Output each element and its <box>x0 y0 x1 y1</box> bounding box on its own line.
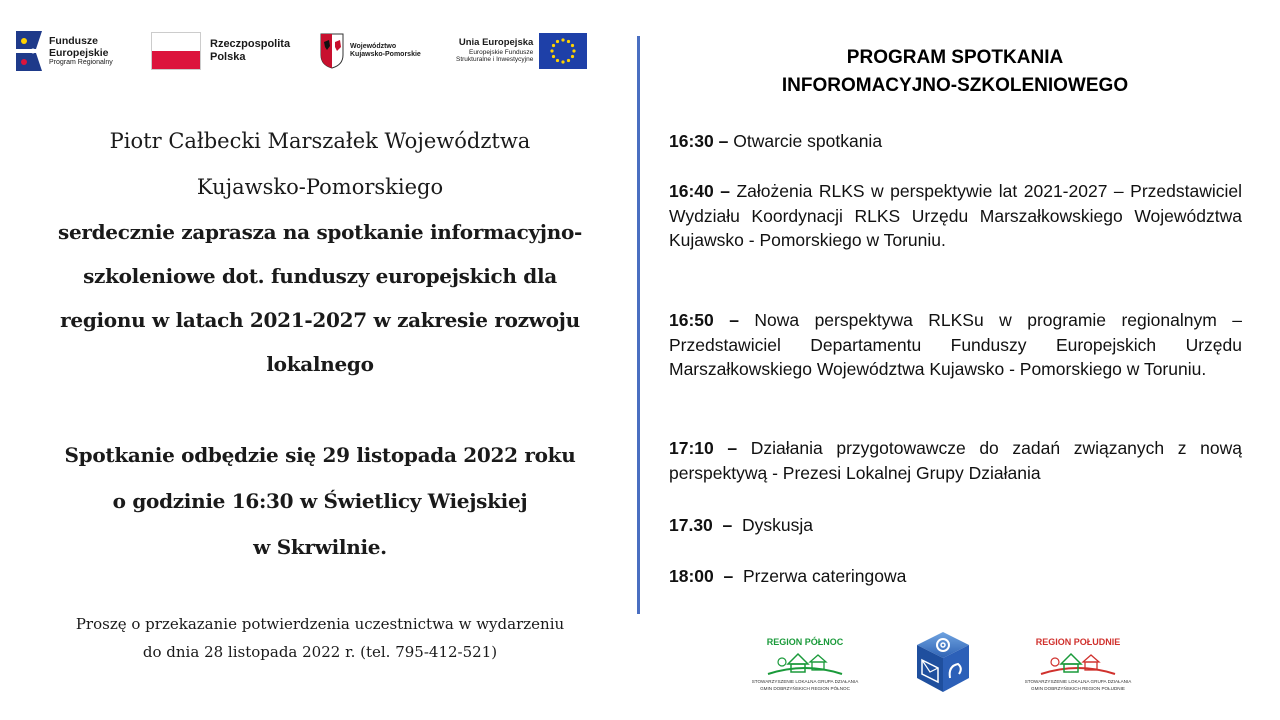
rzeczpospolita-line2: Polska <box>210 51 246 63</box>
agenda-item <box>669 308 1242 382</box>
vertical-divider <box>637 36 640 614</box>
village-icon <box>768 654 842 674</box>
agenda-item <box>669 564 1242 589</box>
agenda-text: Założenia RLKS w perspektywie lat 2021-2027 – Przedstawiciel Wydziału Koordynacji RLKS Urzędu Marszałkowskiego Województwa Kujawsko - Pomorskiego w Toruniu. <box>669 181 1242 250</box>
message-line: regionu w latach 2021-2027 w zakresie rozwoju <box>60 308 580 332</box>
host-line-1: Piotr Całbecki Marszałek Województwa <box>109 129 531 153</box>
rzeczpospolita-polska-logo <box>151 26 301 76</box>
invitation-message <box>30 210 610 386</box>
agenda-item <box>669 513 1242 538</box>
agenda-text: Otwarcie spotkania <box>733 131 883 151</box>
village-icon <box>1041 654 1115 674</box>
program-title-line-2: INFOROMACYJNO-SZKOLENIOWEGO <box>781 75 1129 96</box>
agenda-time: 16:40 <box>669 181 714 201</box>
message-line: lokalnego <box>266 352 374 376</box>
agenda-item <box>669 179 1242 253</box>
eu-stars-icon <box>545 36 581 66</box>
message-line: szkoleniowe dot. funduszy europejskich dla <box>83 264 557 288</box>
agenda-time: 17.30 <box>669 515 713 535</box>
wojewodztwo-line1: Województwo <box>350 42 397 50</box>
coat-of-arms-icon <box>320 33 344 69</box>
eu-flag-icon <box>539 33 587 69</box>
wojewodztwo-line2: Kujawsko-Pomorskie <box>350 51 421 58</box>
agenda-time: 16:50 <box>669 310 714 330</box>
agenda-text: Działania przygotowawcze do zadań związanych z nową perspektywą - Prezesi Lokalnej Grupy Działania <box>669 438 1242 483</box>
region-poludnie-logo <box>1024 630 1132 696</box>
rsvp-note <box>30 610 610 666</box>
agenda-time: 17:10 <box>669 438 714 458</box>
unia-line1: Unia Europejska <box>458 37 534 49</box>
region-polnoc-logo <box>751 630 859 696</box>
host-block <box>30 118 610 210</box>
region-south-sub1: STOWARZYSZENIE LOKALNA GRUPA DZIAŁANIA <box>1024 679 1132 684</box>
agenda-item <box>669 436 1242 485</box>
fundusze-line1: Fundusze <box>49 34 98 47</box>
message-line: serdecznie zaprasza na spotkanie informacyjno- <box>57 220 582 244</box>
meeting-details <box>30 432 610 570</box>
program-title <box>690 44 1220 100</box>
fundusze-line2: Europejskie <box>49 46 109 59</box>
region-south-name: REGION POŁUDNIE <box>1035 637 1121 647</box>
agenda-time: 18:00 <box>669 566 714 586</box>
agenda-text: Przerwa cateringowa <box>742 566 907 586</box>
region-north-sub2: GMIN DOBRZYŃSKICH REGION PÓŁNOC <box>760 686 850 691</box>
agenda-separator: – <box>713 438 751 458</box>
program-title-line-1: PROGRAM SPOTKANIA <box>846 47 1064 68</box>
agenda-separator: – <box>713 310 755 330</box>
meeting-line: Spotkanie odbędzie się 29 listopada 2022 roku <box>64 443 576 467</box>
agenda-separator: – <box>712 515 742 535</box>
agenda-separator: – <box>713 131 734 151</box>
agenda-separator: – <box>713 181 737 201</box>
rsvp-line: do dnia 28 listopada 2022 r. (tel. 795-412-521) <box>142 643 498 661</box>
region-south-sub2: GMIN DOBRZYŃSKICH REGION POŁUDNIE <box>1031 686 1125 691</box>
agenda-separator: – <box>713 566 743 586</box>
unia-line3: Strukturalne i Inwestycyjne <box>456 56 534 64</box>
agenda-item <box>669 129 1242 154</box>
polish-flag-icon <box>151 32 201 70</box>
agenda-text: Nowa perspektywa RLKSu w programie regionalnym – Przedstawiciel Departamentu Funduszy Europejskich Urzędu Marszałkowskiego Województwa Kujawsko - Pomorskiego w Toruniu. <box>669 310 1242 379</box>
meeting-line: o godzinie 16:30 w Świetlicy Wiejskiej <box>112 489 528 513</box>
envelope-at-icon <box>913 630 973 696</box>
rzeczpospolita-line1: Rzeczpospolita <box>210 38 291 51</box>
meeting-line: w Skrwilnie. <box>253 535 387 559</box>
wojewodztwo-logo <box>320 26 450 76</box>
fundusze-line3: Program Regionalny <box>49 59 113 67</box>
unia-line2: Europejskie Fundusze <box>468 48 534 56</box>
logo-bar <box>14 26 614 76</box>
agenda-time: 16:30 <box>669 131 714 151</box>
host-line-2: Kujawsko-Pomorskiego <box>196 175 444 199</box>
fundusze-europejskie-mark-icon <box>14 27 44 75</box>
region-north-name: REGION PÓŁNOC <box>766 637 844 647</box>
unia-europejska-logo <box>456 26 616 76</box>
fundusze-europejskie-logo <box>14 26 139 76</box>
agenda-text: Dyskusja <box>741 515 813 535</box>
rsvp-line: Proszę o przekazanie potwierdzenia uczestnictwa w wydarzeniu <box>75 615 565 633</box>
region-north-sub1: STOWARZYSZENIE LOKALNA GRUPA DZIAŁANIA <box>751 679 859 684</box>
